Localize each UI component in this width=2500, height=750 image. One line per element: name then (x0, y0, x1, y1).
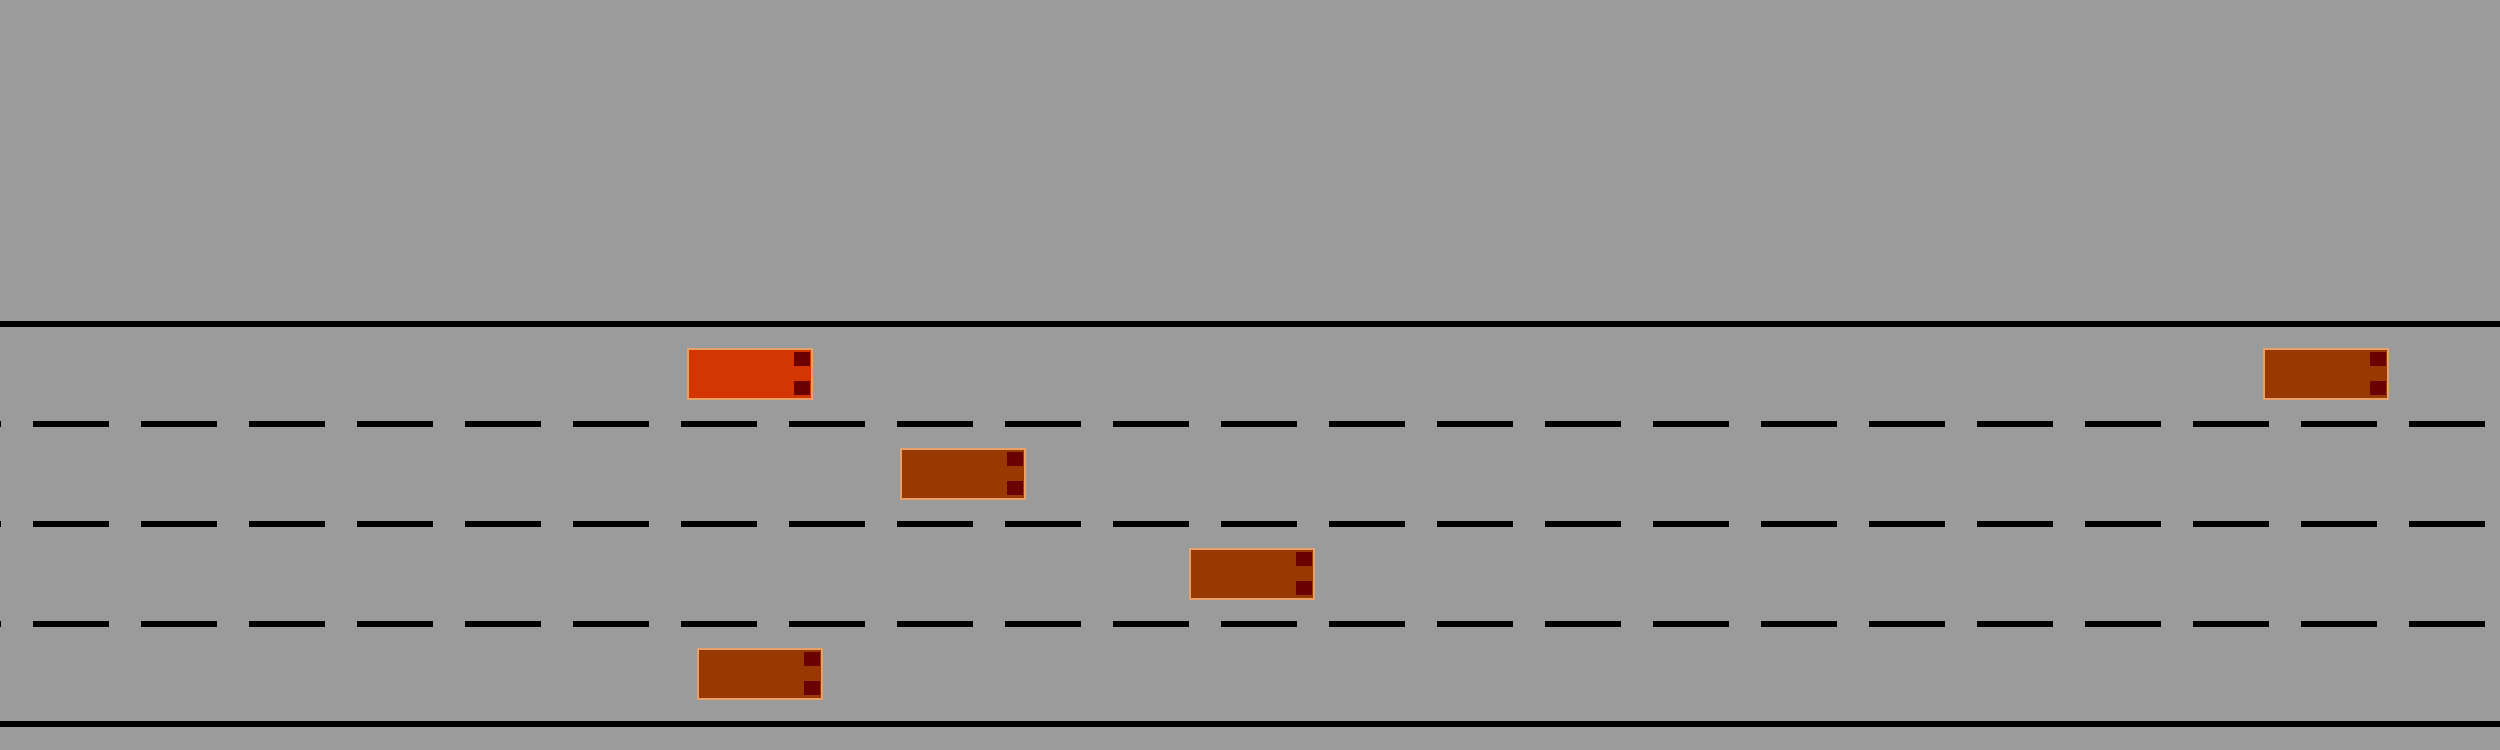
tail-light (1007, 452, 1023, 466)
tail-light (1007, 481, 1023, 495)
tail-light (794, 381, 810, 395)
vehicle-car-2 (1190, 549, 1314, 599)
tail-light (794, 352, 810, 366)
vehicle-body (901, 449, 1025, 499)
tail-light (804, 681, 820, 695)
vehicle-car-1 (901, 449, 1025, 499)
vehicle-car-3 (698, 649, 822, 699)
tail-light (804, 652, 820, 666)
vehicle-body (688, 349, 812, 399)
tail-light (1296, 581, 1312, 595)
tail-light (2370, 352, 2386, 366)
vehicle-car-4 (2264, 349, 2388, 399)
tail-light (2370, 381, 2386, 395)
vehicle-body (2264, 349, 2388, 399)
vehicle-body (698, 649, 822, 699)
vehicle-body (1190, 549, 1314, 599)
ego-vehicle (688, 349, 812, 399)
tail-light (1296, 552, 1312, 566)
